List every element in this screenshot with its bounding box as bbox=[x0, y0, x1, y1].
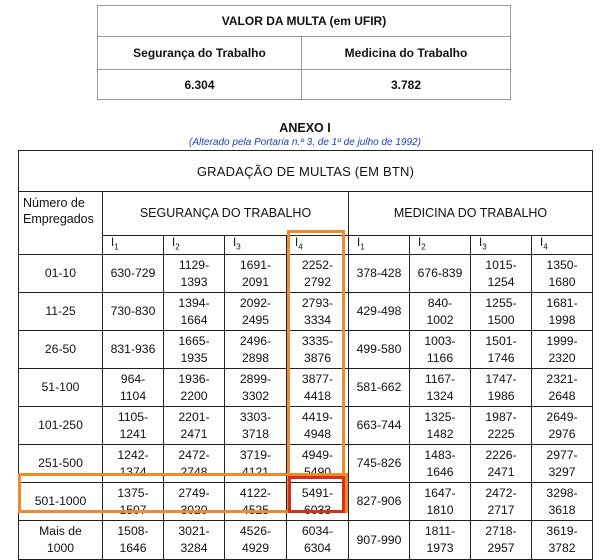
index-header-medicine-4 bbox=[532, 236, 593, 255]
employees-range-text: 501-1000 bbox=[34, 494, 87, 509]
fine-range-text: 1507 bbox=[119, 502, 147, 517]
fine-range-text: 3284 bbox=[180, 541, 208, 556]
fine-range-text: 3718 bbox=[241, 426, 270, 441]
fine-range-cell bbox=[471, 521, 532, 560]
fine-range-text: 1129- bbox=[178, 257, 210, 272]
annex-note: (Alterado pela Portaria n.º 3, de 1º de julho de 1992) bbox=[189, 137, 421, 148]
fine-range-cell bbox=[471, 255, 532, 293]
fine-range-text: 3619- bbox=[546, 524, 578, 539]
fine-range-cell bbox=[103, 369, 164, 407]
fine-range-cell bbox=[532, 445, 593, 483]
fine-range-cell bbox=[410, 255, 471, 293]
fine-range-text: 3876 bbox=[303, 350, 332, 365]
fine-range-text: 1986 bbox=[487, 388, 515, 403]
fine-range-cell bbox=[287, 445, 349, 483]
fine-range-text: 2320 bbox=[548, 350, 576, 365]
fine-range-text: 2648 bbox=[548, 388, 576, 403]
index-letter: I bbox=[479, 237, 483, 249]
fine-range-cell bbox=[532, 331, 593, 369]
employees-range-text: 1000 bbox=[46, 541, 75, 556]
fine-range-cell bbox=[471, 483, 532, 521]
fine-range-text: 2957 bbox=[487, 541, 515, 556]
fine-range-text: 3618 bbox=[548, 502, 576, 517]
table-row bbox=[19, 407, 593, 445]
fine-range-text: 1393 bbox=[180, 274, 208, 289]
section-safety: SEGURANÇA DO TRABALHO bbox=[103, 192, 349, 236]
fine-range-cell bbox=[164, 407, 225, 445]
index-letter: I bbox=[233, 237, 237, 249]
fine-range-text: 4929 bbox=[241, 541, 270, 556]
fine-range-text: 6304 bbox=[303, 541, 332, 556]
employees-header-line1: Número de bbox=[23, 196, 85, 210]
fine-range-cell bbox=[349, 255, 410, 293]
fine-range-text: 1394- bbox=[178, 295, 210, 310]
table-row bbox=[19, 521, 593, 560]
fine-range-text: 2792 bbox=[303, 274, 332, 289]
fine-range-cell bbox=[532, 407, 593, 445]
fine-range-cell bbox=[410, 521, 471, 560]
fine-range-cell bbox=[410, 293, 471, 331]
fine-range-text: 2718- bbox=[485, 524, 517, 539]
fine-range-text: 1646 bbox=[426, 464, 454, 479]
fine-range-text: 745-826 bbox=[356, 456, 402, 471]
fine-range-text: 2748 bbox=[180, 464, 208, 479]
fine-range-text: 2495 bbox=[241, 312, 270, 327]
index-letter: I bbox=[418, 237, 422, 249]
fine-range-text: 1746 bbox=[487, 350, 515, 365]
fine-range-cell bbox=[287, 293, 349, 331]
fine-range-cell bbox=[349, 483, 410, 521]
fine-range-text: 3334 bbox=[303, 312, 332, 327]
index-header-row bbox=[19, 236, 593, 255]
fine-range-text: 676-839 bbox=[417, 266, 463, 281]
index-letter: I bbox=[111, 237, 115, 249]
fine-range-cell bbox=[225, 369, 287, 407]
index-header-medicine-1 bbox=[349, 236, 410, 255]
fine-range-cell bbox=[164, 521, 225, 560]
fine-range-text: 2649- bbox=[546, 409, 578, 424]
fine-range-text: 1998 bbox=[548, 312, 576, 327]
employees-range-text: 11-25 bbox=[45, 304, 76, 319]
fine-range-text: 3302 bbox=[241, 388, 270, 403]
index-subscript: 2 bbox=[175, 242, 180, 252]
fine-range-text: 1003- bbox=[424, 333, 456, 348]
index-subscript: 3 bbox=[482, 242, 487, 252]
fine-range-cell bbox=[103, 483, 164, 521]
fine-range-cell bbox=[225, 331, 287, 369]
index-letter: I bbox=[295, 237, 299, 249]
index-subscript: 3 bbox=[236, 242, 241, 252]
employees-range-text: Mais de bbox=[39, 524, 82, 539]
fine-range-text: 3297 bbox=[548, 464, 576, 479]
fine-range-text: 3298- bbox=[546, 485, 578, 500]
fine-range-text: 1167- bbox=[424, 371, 456, 386]
fine-range-cell bbox=[349, 445, 410, 483]
index-header-safety-2 bbox=[164, 236, 225, 255]
employees-range-cell bbox=[19, 369, 103, 407]
fine-range-text: 1681- bbox=[546, 295, 578, 310]
fine-value-medicine: 3.782 bbox=[302, 70, 511, 100]
fine-range-text: 840- bbox=[427, 295, 453, 310]
fine-range-text: 2471 bbox=[487, 464, 515, 479]
fine-range-text: 2200 bbox=[180, 388, 208, 403]
fine-range-cell bbox=[349, 521, 410, 560]
fine-range-text: 429-498 bbox=[356, 304, 402, 319]
fine-range-text: 1105- bbox=[117, 409, 149, 424]
fine-range-cell bbox=[410, 369, 471, 407]
fine-range-cell bbox=[349, 369, 410, 407]
fine-range-text: 4121 bbox=[241, 464, 270, 479]
fine-range-text: 2717 bbox=[487, 502, 515, 517]
fine-range-cell bbox=[225, 293, 287, 331]
fine-range-cell bbox=[225, 445, 287, 483]
fine-range-cell bbox=[225, 407, 287, 445]
fine-range-text: 1647- bbox=[424, 485, 456, 500]
fine-range-cell bbox=[471, 293, 532, 331]
fine-range-text: 1500 bbox=[487, 312, 515, 327]
fine-range-cell bbox=[349, 331, 410, 369]
fine-range-cell bbox=[410, 445, 471, 483]
fine-range-text: 4948 bbox=[303, 426, 332, 441]
fine-range-text: 1508- bbox=[117, 524, 149, 539]
fine-range-text: 2471 bbox=[180, 426, 208, 441]
fine-range-text: 1691- bbox=[239, 257, 272, 272]
fine-column-safety: Segurança do Trabalho bbox=[98, 37, 302, 70]
fine-range-cell bbox=[471, 369, 532, 407]
fine-range-cell bbox=[410, 483, 471, 521]
fine-range-text: 964- bbox=[120, 371, 146, 386]
fine-range-cell bbox=[287, 331, 349, 369]
fine-range-cell bbox=[103, 445, 164, 483]
fine-range-cell bbox=[287, 407, 349, 445]
employees-range-cell bbox=[19, 293, 103, 331]
fine-column-medicine: Medicina do Trabalho bbox=[302, 37, 511, 70]
fine-range-cell bbox=[532, 293, 593, 331]
fine-range-cell bbox=[287, 483, 349, 521]
gradation-title: GRADAÇÃO DE MULTAS (EM BTN) bbox=[19, 151, 593, 192]
fine-range-text: 3303- bbox=[239, 409, 272, 424]
employees-range-cell bbox=[19, 445, 103, 483]
fine-range-text: 3021- bbox=[178, 524, 210, 539]
fine-range-text: 2793- bbox=[301, 295, 334, 310]
fine-range-cell bbox=[164, 331, 225, 369]
section-medicine: MEDICINA DO TRABALHO bbox=[349, 192, 593, 236]
fine-range-cell bbox=[103, 293, 164, 331]
table-row bbox=[19, 445, 593, 483]
index-subscript: 1 bbox=[114, 242, 119, 252]
fine-range-text: 4122- bbox=[239, 485, 272, 500]
fine-range-text: 2472- bbox=[178, 447, 210, 462]
fine-range-text: 4419- bbox=[301, 409, 334, 424]
index-header-medicine-3 bbox=[471, 236, 532, 255]
fine-range-text: 3719- bbox=[239, 447, 272, 462]
fine-range-cell bbox=[164, 255, 225, 293]
fine-range-cell bbox=[103, 255, 164, 293]
fine-range-text: 499-580 bbox=[356, 342, 402, 357]
fine-range-text: 4418 bbox=[303, 388, 332, 403]
fine-range-text: 1646 bbox=[119, 541, 147, 556]
employees-range-cell bbox=[19, 255, 103, 293]
fine-range-text: 581-662 bbox=[356, 380, 402, 395]
fine-range-text: 5491- bbox=[301, 485, 334, 500]
fine-range-cell bbox=[225, 521, 287, 560]
fine-range-cell bbox=[164, 483, 225, 521]
employees-range-text: 101-250 bbox=[38, 418, 83, 433]
fine-range-text: 1325- bbox=[424, 409, 456, 424]
fine-range-cell bbox=[471, 331, 532, 369]
index-letter: I bbox=[172, 237, 176, 249]
fine-range-text: 1664 bbox=[180, 312, 208, 327]
fine-range-text: 2252- bbox=[301, 257, 334, 272]
fine-range-text: 1350- bbox=[546, 257, 578, 272]
fine-range-cell bbox=[164, 445, 225, 483]
fine-range-text: 1254 bbox=[487, 274, 515, 289]
fine-range-cell bbox=[532, 255, 593, 293]
fine-range-text: 1999- bbox=[546, 333, 578, 348]
fine-range-text: 630-729 bbox=[110, 266, 156, 281]
fine-range-text: 730-830 bbox=[110, 304, 156, 319]
fine-range-cell bbox=[225, 255, 287, 293]
fine-range-text: 5490 bbox=[303, 464, 332, 479]
fine-range-text: 907-990 bbox=[356, 532, 402, 547]
fine-range-text: 1501- bbox=[485, 333, 517, 348]
fine-range-text: 2226- bbox=[485, 447, 517, 462]
fine-range-text: 2472- bbox=[485, 485, 517, 500]
fine-range-cell bbox=[532, 369, 593, 407]
index-header-safety-4 bbox=[287, 236, 349, 255]
fine-range-cell bbox=[103, 407, 164, 445]
fine-range-text: 1374 bbox=[119, 464, 147, 479]
table-row bbox=[19, 331, 593, 369]
employees-range-text: 26-50 bbox=[44, 342, 77, 357]
employees-range-cell bbox=[19, 521, 103, 560]
fine-range-text: 3020 bbox=[180, 502, 208, 517]
fine-range-text: 3782 bbox=[548, 541, 576, 556]
fine-range-text: 1255- bbox=[485, 295, 517, 310]
employees-range-text: 51-100 bbox=[41, 380, 80, 395]
fine-range-text: 1811- bbox=[424, 524, 456, 539]
fine-range-text: 2091 bbox=[241, 274, 270, 289]
fine-range-text: 2201- bbox=[178, 409, 210, 424]
employees-range-cell bbox=[19, 407, 103, 445]
table-row bbox=[19, 483, 593, 521]
fine-range-cell bbox=[225, 483, 287, 521]
fine-range-text: 3335- bbox=[301, 333, 334, 348]
fine-range-text: 378-428 bbox=[356, 266, 402, 281]
fine-range-cell bbox=[532, 521, 593, 560]
fine-range-cell bbox=[103, 521, 164, 560]
fine-range-text: 2898 bbox=[241, 350, 270, 365]
fine-range-cell bbox=[471, 407, 532, 445]
fine-range-text: 1747- bbox=[485, 371, 517, 386]
employees-range-cell bbox=[19, 331, 103, 369]
fine-range-cell bbox=[410, 407, 471, 445]
fine-range-cell bbox=[349, 407, 410, 445]
fine-range-text: 1936- bbox=[178, 371, 210, 386]
table-row bbox=[19, 293, 593, 331]
fine-range-text: 2976 bbox=[548, 426, 576, 441]
fine-range-text: 2749- bbox=[178, 485, 210, 500]
fine-range-cell bbox=[287, 369, 349, 407]
index-subscript: 4 bbox=[543, 242, 548, 252]
fine-range-cell bbox=[287, 521, 349, 560]
fine-table-header: VALOR DA MULTA (em UFIR) bbox=[98, 6, 511, 37]
fine-range-text: 1242- bbox=[117, 447, 149, 462]
fine-range-text: 3877- bbox=[301, 371, 334, 386]
fine-range-text: 1810 bbox=[426, 502, 454, 517]
index-header-safety-1 bbox=[103, 236, 164, 255]
index-letter: I bbox=[540, 237, 544, 249]
employees-header-line2: Empregados bbox=[23, 212, 94, 226]
fine-range-text: 827-906 bbox=[356, 494, 402, 509]
fine-range-text: 4949- bbox=[301, 447, 334, 462]
fine-range-text: 1324 bbox=[426, 388, 454, 403]
fine-range-cell bbox=[164, 293, 225, 331]
fine-range-text: 1002 bbox=[426, 312, 454, 327]
index-letter: I bbox=[357, 237, 361, 249]
fine-range-cell bbox=[164, 369, 225, 407]
fine-range-text: 1483- bbox=[424, 447, 456, 462]
fine-range-text: 1166 bbox=[426, 350, 454, 365]
fine-range-text: 1104 bbox=[119, 388, 147, 403]
fine-range-cell bbox=[532, 483, 593, 521]
fine-gradation-table bbox=[18, 150, 593, 560]
fine-range-text: 1935 bbox=[180, 350, 208, 365]
table-row bbox=[19, 369, 593, 407]
fine-range-text: 831-936 bbox=[110, 342, 156, 357]
table-row bbox=[19, 255, 593, 293]
fine-range-text: 4526- bbox=[239, 524, 272, 539]
fine-value-safety: 6.304 bbox=[98, 70, 302, 100]
fine-range-text: 1015- bbox=[485, 257, 517, 272]
fine-range-cell bbox=[471, 445, 532, 483]
fine-value-table bbox=[97, 5, 511, 100]
fine-range-text: 2321- bbox=[546, 371, 578, 386]
fine-range-text: 663-744 bbox=[356, 418, 402, 433]
fine-range-text: 2092- bbox=[239, 295, 272, 310]
employees-range-cell bbox=[19, 483, 103, 521]
fine-range-text: 1665- bbox=[178, 333, 210, 348]
fine-range-text: 2977- bbox=[546, 447, 578, 462]
employees-range-text: 251-500 bbox=[38, 456, 83, 471]
fine-range-cell bbox=[349, 293, 410, 331]
fine-range-text: 2496- bbox=[239, 333, 272, 348]
annex-title: ANEXO I bbox=[279, 121, 331, 135]
fine-range-cell bbox=[287, 255, 349, 293]
fine-range-text: 1482 bbox=[426, 426, 454, 441]
employees-header bbox=[19, 192, 103, 255]
fine-range-text: 4525 bbox=[241, 502, 270, 517]
fine-range-text: 1973 bbox=[426, 541, 454, 556]
index-subscript: 1 bbox=[360, 242, 365, 252]
index-subscript: 2 bbox=[421, 242, 426, 252]
fine-range-text: 2225 bbox=[487, 426, 515, 441]
fine-range-text: 1375- bbox=[117, 485, 149, 500]
fine-range-cell bbox=[103, 331, 164, 369]
fine-range-text: 1987- bbox=[485, 409, 517, 424]
index-header-safety-3 bbox=[225, 236, 287, 255]
fine-range-text: 6033 bbox=[303, 502, 332, 517]
fine-range-text: 1241 bbox=[119, 426, 147, 441]
index-header-medicine-2 bbox=[410, 236, 471, 255]
fine-range-text: 2899- bbox=[239, 371, 272, 386]
fine-range-text: 1680 bbox=[548, 274, 576, 289]
fine-range-text: 6034- bbox=[301, 524, 334, 539]
employees-range-text: 01-10 bbox=[44, 266, 77, 281]
fine-range-cell bbox=[410, 331, 471, 369]
index-subscript: 4 bbox=[298, 242, 303, 252]
